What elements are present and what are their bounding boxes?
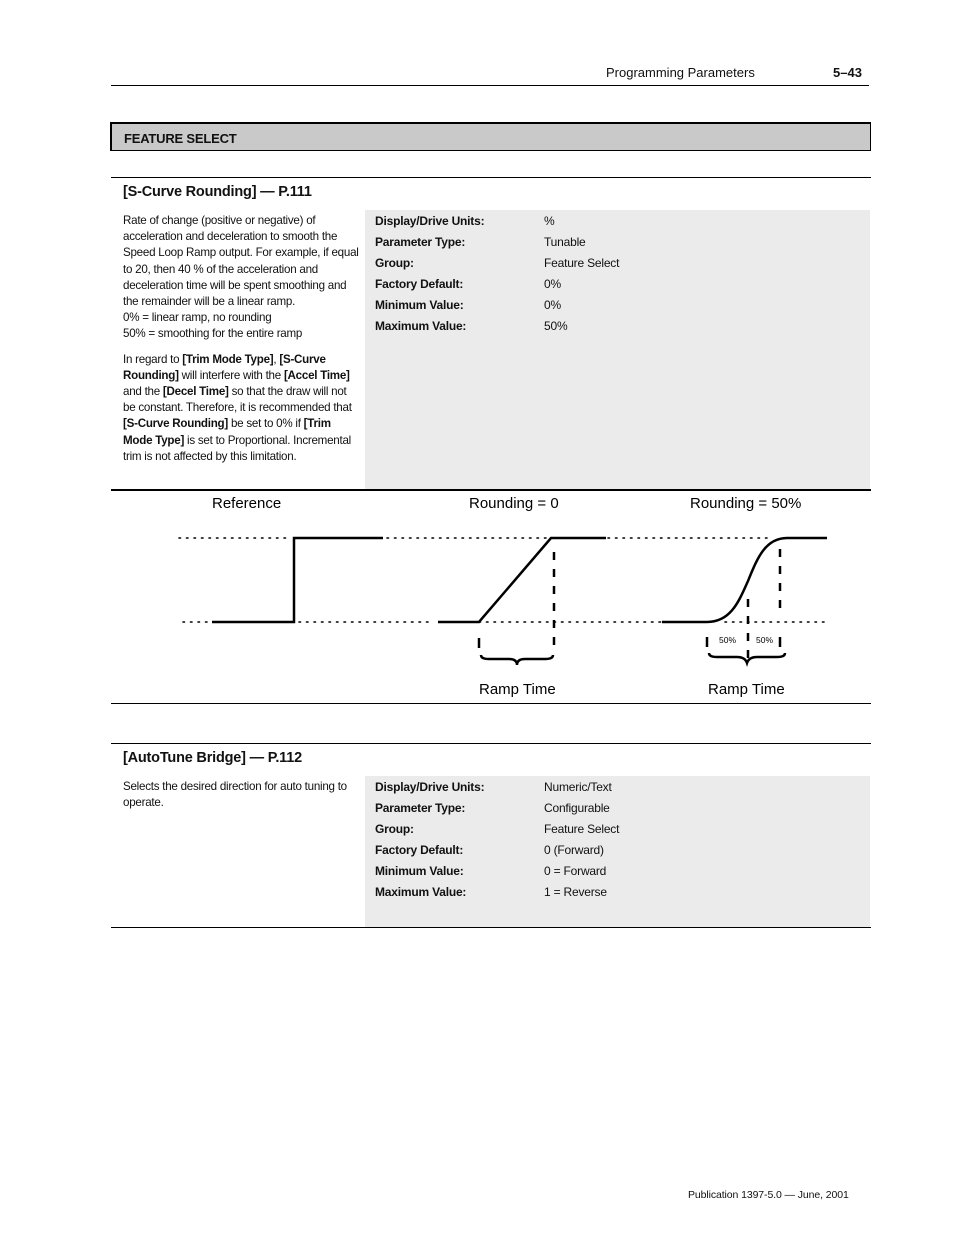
- spec-label: Maximum Value:: [375, 319, 467, 333]
- param-top-rule: [111, 177, 871, 178]
- spec-value: 0 = Forward: [544, 864, 607, 878]
- spec-value: 0%: [544, 277, 561, 291]
- running-header-title: Programming Parameters: [606, 65, 755, 80]
- spec-label: Group:: [375, 822, 414, 836]
- param-description-s-curve-rounding: Rate of change (positive or negative) of acceleration and deceleration to smooth the Speed Loop Ramp output. For example, if equal to 20, then 40 % of the acceleration and deceleration time will be spent smoothing and the remainder will be a linear ramp. 0% = linear ramp, no rounding 50% = smoothing for the entire ramp In regard to [Trim Mode Type], [S-Curve Rounding] will interfere with the [Accel Time] and the [Decel Time] so that the draw will not be constant. Therefore, it is recommended that [S-Curve Rounding] be set to 0% if [Trim Mode Type] is set to Proportional. Incremental trim is not affected by this limitation.: [123, 214, 359, 463]
- spec-label: Maximum Value:: [375, 885, 467, 899]
- header-rule: [111, 85, 869, 86]
- spec-value: Numeric/Text: [544, 780, 612, 794]
- spec-label: Parameter Type:: [375, 801, 466, 815]
- spec-label: Display/Drive Units:: [375, 214, 485, 228]
- spec-value: Feature Select: [544, 256, 620, 270]
- s-curve-rounding-figure: [111, 491, 871, 703]
- param-title-autotune-bridge: [AutoTune Bridge] — P.112: [123, 750, 302, 766]
- param-bottom-rule: [111, 927, 871, 928]
- spec-label: Factory Default:: [375, 843, 464, 857]
- figure-label-rounding-50: Rounding = 50%: [690, 495, 802, 512]
- spec-value: Configurable: [544, 801, 610, 815]
- section-title: FEATURE SELECT: [124, 131, 237, 146]
- spec-label: Minimum Value:: [375, 864, 464, 878]
- spec-value: Tunable: [544, 235, 586, 249]
- dotted-level-lines: [179, 538, 827, 622]
- spec-value: 50%: [544, 319, 568, 333]
- spec-label: Display/Drive Units:: [375, 780, 485, 794]
- figure-label-half-left: 50%: [719, 635, 737, 645]
- spec-value: 0%: [544, 298, 561, 312]
- spec-value: Feature Select: [544, 822, 620, 836]
- spec-label: Factory Default:: [375, 277, 464, 291]
- spec-label: Group:: [375, 256, 414, 270]
- param-top-rule: [111, 743, 871, 744]
- linear-ramp-curve: [438, 538, 606, 622]
- spec-label: Parameter Type:: [375, 235, 466, 249]
- param-spec-box-s-curve-rounding: [365, 210, 870, 490]
- publication-footer: Publication 1397-5.0 — June, 2001: [688, 1189, 849, 1201]
- s-curve: [662, 538, 827, 622]
- section-band: [110, 122, 871, 151]
- spec-label: Minimum Value:: [375, 298, 464, 312]
- param-title-s-curve-rounding: [S-Curve Rounding] — P.111: [123, 184, 312, 200]
- ramp-time-brace-1: [481, 655, 553, 665]
- figure-label-rounding-0: Rounding = 0: [469, 495, 559, 512]
- figure-label-ramp-time-1: Ramp Time: [479, 681, 556, 698]
- spec-value: 1 = Reverse: [544, 885, 607, 899]
- figure-label-ramp-time-2: Ramp Time: [708, 681, 785, 698]
- figure-label-half-right: 50%: [756, 635, 774, 645]
- param-spec-box-autotune-bridge: [365, 776, 870, 927]
- spec-value: 0 (Forward): [544, 843, 604, 857]
- spec-value: %: [544, 214, 555, 228]
- figure-label-reference: Reference: [212, 495, 282, 512]
- figure-bottom-rule: [111, 703, 871, 704]
- reference-step-curve: [212, 538, 383, 622]
- param-description-autotune-bridge: Selects the desired direction for auto tuning to operate.: [123, 780, 347, 810]
- page-number: 5–43: [833, 65, 862, 80]
